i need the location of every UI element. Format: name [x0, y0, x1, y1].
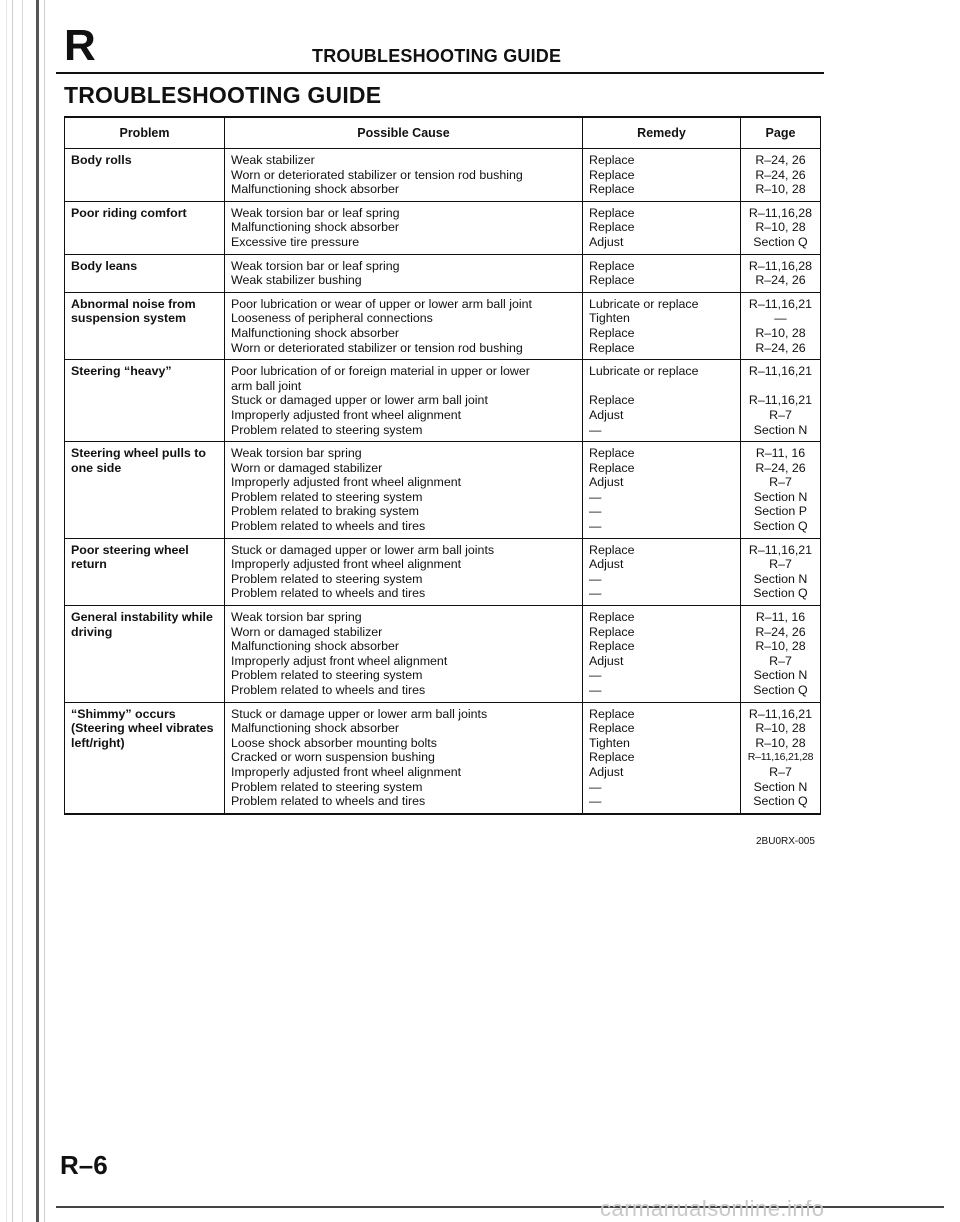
remedy-line: Adjust	[589, 234, 624, 249]
remedy-cell	[583, 201, 741, 254]
page-ref: R–11, 16	[755, 446, 806, 461]
problem-cell: Abnormal noise from suspension system	[65, 292, 225, 359]
remedy-line: Replace	[589, 639, 635, 654]
page-ref: R–24, 26	[755, 460, 806, 475]
remedy-line: Replace	[589, 205, 635, 220]
cause-line: Improperly adjusted front wheel alignment	[231, 407, 462, 422]
page-ref: R–11,16,21	[748, 542, 813, 557]
cause-line: Improperly adjusted front wheel alignment	[231, 764, 462, 779]
cause-line: Poor lubrication or wear of upper or lower arm ball joint	[231, 296, 532, 311]
page-ref: Section Q	[753, 234, 808, 249]
remedy-line: Adjust	[589, 557, 624, 572]
remedy-line	[589, 379, 734, 394]
figure-code: 2BU0RX-005	[756, 836, 815, 847]
remedy-line: —	[589, 586, 602, 601]
cause-line: Weak torsion bar spring	[231, 610, 362, 625]
remedy-line: Replace	[589, 446, 635, 461]
cause-line: Problem related to wheels and tires	[231, 683, 426, 697]
page-cell	[741, 360, 821, 442]
table-header-row	[65, 117, 821, 149]
cause-line: Stuck or damaged upper or lower arm ball joints	[231, 542, 495, 557]
remedy-line: Tighten	[589, 311, 630, 326]
page-ref: R–24, 26	[755, 340, 806, 355]
page-ref: R–10, 28	[755, 220, 806, 235]
cause-line: Weak stabilizer bushing	[231, 273, 362, 288]
cause-line: Weak torsion bar spring	[231, 446, 362, 461]
page-ref: R–11,16,28	[748, 258, 813, 273]
column-header-remedy: Remedy	[583, 117, 741, 149]
header-rule	[56, 72, 824, 74]
page-cell	[741, 292, 821, 359]
problem-cell: Poor riding comfort	[65, 201, 225, 254]
page-ref	[747, 379, 814, 394]
page-ref: R–11, 16	[755, 610, 806, 625]
cause-line: Improperly adjust front wheel alignment	[231, 653, 448, 668]
cause-cell	[225, 360, 583, 442]
page-cell	[741, 442, 821, 539]
page-number: R–6	[60, 1150, 108, 1180]
section-letter: R	[64, 21, 96, 70]
remedy-line: —	[589, 422, 602, 437]
table-row	[65, 360, 821, 442]
page-ref: R–7	[769, 764, 792, 779]
page-ref: R–11,16,21	[748, 706, 813, 721]
problem-cell: Steering “heavy”	[65, 360, 225, 442]
cause-cell	[225, 149, 583, 202]
problem-cell: Body rolls	[65, 149, 225, 202]
remedy-cell	[583, 254, 741, 292]
page-cell	[741, 606, 821, 703]
cause-line: Problem related to steering system	[231, 779, 423, 794]
cause-line: Problem related to braking system	[231, 504, 420, 519]
table-row	[65, 149, 821, 202]
page-cell	[741, 254, 821, 292]
page-ref: Section N	[753, 668, 808, 683]
remedy-line: Adjust	[589, 653, 624, 668]
remedy-line: Replace	[589, 750, 635, 765]
cause-line: Weak torsion bar or leaf spring	[231, 258, 400, 273]
page-ref: R–11,16,21,28	[747, 751, 814, 764]
remedy-line: —	[589, 779, 602, 794]
cause-line: arm ball joint	[231, 378, 302, 393]
running-header-title: TROUBLESHOOTING GUIDE	[312, 46, 562, 66]
page-ref: R–10, 28	[755, 639, 806, 654]
remedy-line: —	[589, 683, 602, 697]
table-row	[65, 254, 821, 292]
cause-cell	[225, 254, 583, 292]
cause-line: Problem related to steering system	[231, 571, 423, 586]
page-cell	[741, 149, 821, 202]
remedy-line: Replace	[589, 258, 635, 273]
cause-line: Problem related to wheels and tires	[231, 586, 426, 601]
page-ref: Section P	[753, 504, 808, 519]
remedy-cell	[583, 442, 741, 539]
remedy-line: Replace	[589, 167, 635, 182]
page-ref: R–24, 26	[755, 624, 806, 639]
remedy-cell	[583, 702, 741, 814]
page-ref: R–7	[769, 407, 792, 422]
remedy-cell	[583, 606, 741, 703]
page-ref: Section Q	[753, 683, 808, 697]
table-row	[65, 292, 821, 359]
cause-line: Improperly adjusted front wheel alignment	[231, 557, 462, 572]
table-body	[65, 149, 821, 814]
page-ref: Section N	[753, 571, 808, 586]
page-ref: R–11,16,21	[748, 364, 813, 379]
cause-line: Problem related to steering system	[231, 422, 423, 437]
remedy-line: —	[589, 489, 602, 504]
troubleshooting-table	[64, 116, 821, 815]
remedy-line: Adjust	[589, 407, 624, 422]
column-header-page: Page	[741, 117, 821, 149]
remedy-line: Lubricate or replace	[589, 364, 699, 379]
table-row	[65, 702, 821, 814]
remedy-line: Adjust	[589, 764, 624, 779]
remedy-line: Replace	[589, 624, 635, 639]
cause-line: Malfunctioning shock absorber	[231, 721, 400, 736]
page-ref: R–24, 26	[755, 167, 806, 182]
page-ref: R–10, 28	[755, 182, 806, 197]
page-ref: R–11,16,28	[748, 205, 813, 220]
binding-spine	[36, 0, 39, 1222]
watermark-text: carmanualsonline.info	[600, 1196, 825, 1221]
page-ref: R–11,16,21	[748, 296, 813, 311]
cause-line: Worn or deteriorated stabilizer or tension rod bushing	[231, 167, 523, 182]
cause-line: Malfunctioning shock absorber	[231, 182, 400, 197]
remedy-line: Replace	[589, 721, 635, 736]
remedy-line: Replace	[589, 706, 635, 721]
cause-line: Poor lubrication of or foreign material in upper or lower	[231, 364, 530, 379]
remedy-cell	[583, 292, 741, 359]
page-cell	[741, 702, 821, 814]
page-ref: R–24, 26	[755, 153, 806, 167]
remedy-line: Replace	[589, 542, 635, 557]
page-ref: Section Q	[753, 586, 808, 601]
remedy-cell	[583, 538, 741, 605]
cause-cell	[225, 442, 583, 539]
cause-line: Improperly adjusted front wheel alignment	[231, 475, 462, 490]
page-ref: R–7	[769, 557, 792, 572]
problem-cell: Body leans	[65, 254, 225, 292]
problem-cell: Poor steering wheel return	[65, 538, 225, 605]
column-header-problem: Problem	[65, 117, 225, 149]
remedy-line: Tighten	[589, 735, 630, 750]
page-ref: R–10, 28	[755, 325, 806, 340]
cause-cell	[225, 606, 583, 703]
problem-cell: Steering wheel pulls to one side	[65, 442, 225, 539]
page-ref: Section N	[753, 779, 808, 794]
page-ref: R–10, 28	[755, 735, 806, 750]
page-ref: Section Q	[753, 519, 808, 534]
remedy-line: Replace	[589, 460, 635, 475]
page-cell	[741, 201, 821, 254]
table-row	[65, 442, 821, 539]
page-ref: Section Q	[753, 794, 808, 809]
cause-line: Weak stabilizer	[231, 153, 315, 167]
cause-line: Malfunctioning shock absorber	[231, 220, 400, 235]
remedy-cell	[583, 360, 741, 442]
cause-cell	[225, 292, 583, 359]
cause-cell	[225, 538, 583, 605]
cause-line: Stuck or damaged upper or lower arm ball joint	[231, 393, 488, 408]
cause-line: Worn or deteriorated stabilizer or tension rod bushing	[231, 340, 523, 355]
cause-line: Cracked or worn suspension bushing	[231, 750, 435, 765]
remedy-line: Replace	[589, 393, 635, 408]
remedy-line: —	[589, 519, 602, 534]
remedy-line: —	[589, 794, 602, 809]
problem-cell: General instability while driving	[65, 606, 225, 703]
cause-cell	[225, 201, 583, 254]
remedy-cell	[583, 149, 741, 202]
cause-line: Weak torsion bar or leaf spring	[231, 205, 400, 220]
cause-line: Problem related to wheels and tires	[231, 794, 426, 809]
table-row	[65, 201, 821, 254]
remedy-line: —	[589, 571, 602, 586]
cause-line: Worn or damaged stabilizer	[231, 460, 383, 475]
cause-line: Problem related to steering system	[231, 668, 423, 683]
page-ref: —	[774, 311, 787, 326]
page-ref: R–24, 26	[755, 273, 806, 288]
page-ref: R–7	[769, 653, 792, 668]
remedy-line: Lubricate or replace	[589, 296, 699, 311]
remedy-line: Replace	[589, 220, 635, 235]
cause-line: Loose shock absorber mounting bolts	[231, 735, 437, 750]
scan-binding-edge	[0, 0, 52, 1222]
table-row	[65, 538, 821, 605]
remedy-line: Replace	[589, 610, 635, 625]
remedy-line: —	[589, 504, 602, 519]
cause-line: Excessive tire pressure	[231, 234, 360, 249]
cause-line: Malfunctioning shock absorber	[231, 639, 400, 654]
remedy-line: Replace	[589, 182, 635, 197]
remedy-line: —	[589, 668, 602, 683]
page-ref: Section N	[753, 489, 808, 504]
page-ref: Section N	[753, 422, 808, 437]
table-row	[65, 606, 821, 703]
remedy-line: Adjust	[589, 475, 624, 490]
page-cell	[741, 538, 821, 605]
cause-line: Looseness of peripheral connections	[231, 311, 433, 326]
problem-cell: “Shimmy” occurs (Steering wheel vibrates left/right)	[65, 702, 225, 814]
cause-cell	[225, 702, 583, 814]
remedy-line: Replace	[589, 273, 635, 288]
cause-line: Stuck or damage upper or lower arm ball joints	[231, 706, 488, 721]
page-ref: R–7	[769, 475, 792, 490]
page-title: TROUBLESHOOTING GUIDE	[64, 82, 382, 108]
page-ref: R–10, 28	[755, 721, 806, 736]
cause-line: Malfunctioning shock absorber	[231, 325, 400, 340]
remedy-line: Replace	[589, 340, 635, 355]
remedy-line: Replace	[589, 153, 635, 167]
cause-line: Worn or damaged stabilizer	[231, 624, 383, 639]
column-header-cause: Possible Cause	[225, 117, 583, 149]
cause-line: Problem related to wheels and tires	[231, 519, 426, 534]
page-ref: R–11,16,21	[748, 393, 813, 408]
remedy-line: Replace	[589, 325, 635, 340]
cause-line: Problem related to steering system	[231, 489, 423, 504]
